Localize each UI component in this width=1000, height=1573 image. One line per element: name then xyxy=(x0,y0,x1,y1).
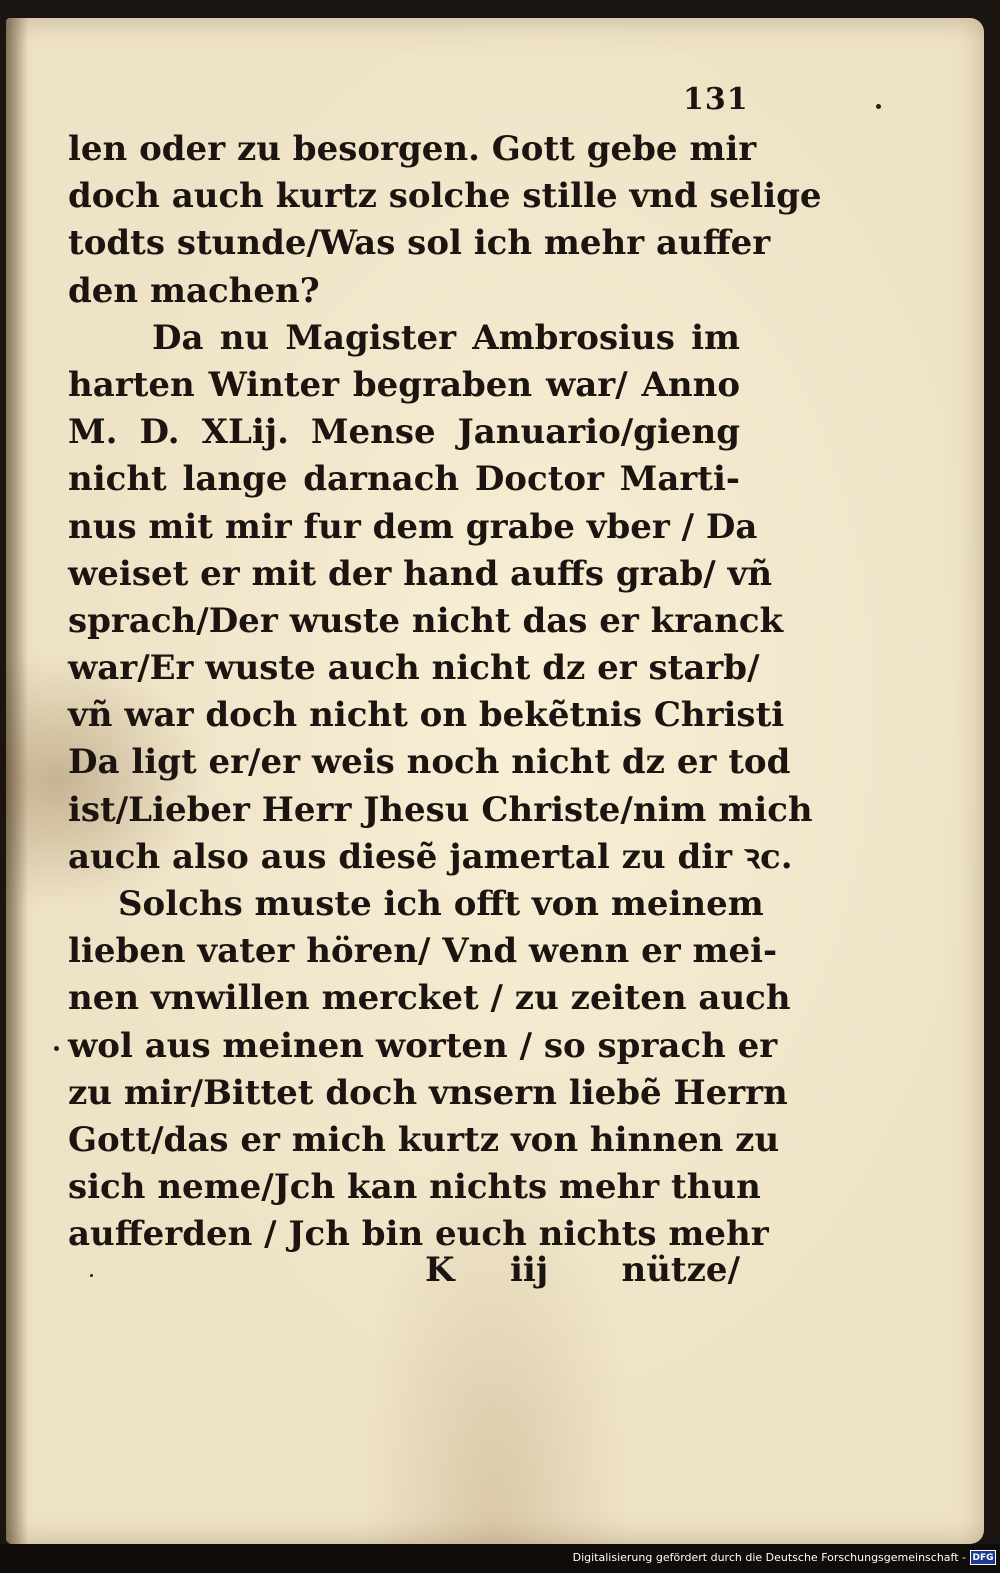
page-number: 131 xyxy=(683,82,749,117)
text-line: Da ligt er/er weis noch nicht dz er tod xyxy=(68,742,791,783)
text-line: nus mit mir fur dem grabe vber / Da xyxy=(68,506,758,547)
text-line: sprach/Der wuste nicht das er kranck xyxy=(68,600,784,641)
text-line: lieben vater hören/ Vnd wenn er mei- xyxy=(68,931,778,972)
text-line: doch auch kurtz solche stille vnd selige xyxy=(68,176,822,217)
text-line: war/Er wuste auch nicht dz er starb/ xyxy=(68,648,760,689)
text-line: Gott/das er mich kurtz von hinnen zu xyxy=(68,1119,780,1160)
body-text xyxy=(68,126,822,1259)
text-line: Da nu Magister Ambrosius im xyxy=(152,317,740,358)
text-line: M. D. XLij. Mense Januario/gieng xyxy=(68,412,740,453)
text-line: todts stunde/Was sol ich mehr auffer xyxy=(68,223,771,264)
page-gutter-shadow xyxy=(6,18,28,1544)
text-line: len oder zu besorgen. Gott gebe mir xyxy=(68,129,757,169)
ink-speck xyxy=(876,104,881,109)
dfg-logo: DFG xyxy=(970,1550,996,1565)
funding-credit: Digitalisierung gefördert durch die Deutsche Forschungsgemeinschaft - xyxy=(572,1551,966,1564)
text-line: weiset er mit der hand auffs grab/ vñ xyxy=(68,553,773,594)
text-line: nen vnwillen mercket / zu zeiten auch xyxy=(68,978,791,1019)
text-line: vñ war doch nicht on bekẽtnis Christi xyxy=(68,695,785,736)
catchword: nütze/ xyxy=(621,1250,740,1290)
text-line: zu mir/Bittet doch vnsern liebẽ Herrn xyxy=(68,1072,788,1113)
text-line: den machen? xyxy=(68,270,320,311)
ink-speck xyxy=(90,1274,93,1277)
signature-catchword-line xyxy=(425,1250,740,1298)
text-line: sich neme/Jch kan nichts mehr thun xyxy=(68,1167,761,1208)
text-line: harten Winter begraben war/ Anno xyxy=(68,364,740,405)
text-line: wol aus meinen worten / so sprach er xyxy=(68,1025,778,1066)
signature-mark: K xyxy=(425,1250,455,1290)
text-line: auch also aus diesẽ jamertal zu dir ꝛc. xyxy=(68,836,793,877)
text-line: Solchs muste ich offt von meinem xyxy=(118,884,764,924)
text-line: nicht lange darnach Doctor Marti- xyxy=(68,459,740,500)
ink-speck xyxy=(54,1046,59,1051)
text-line: ist/Lieber Herr Jhesu Christe/nim mich xyxy=(68,789,813,830)
text-line: aufferden / Jch bin euch nichts mehr xyxy=(68,1214,769,1255)
signature-number: iij xyxy=(510,1250,549,1290)
